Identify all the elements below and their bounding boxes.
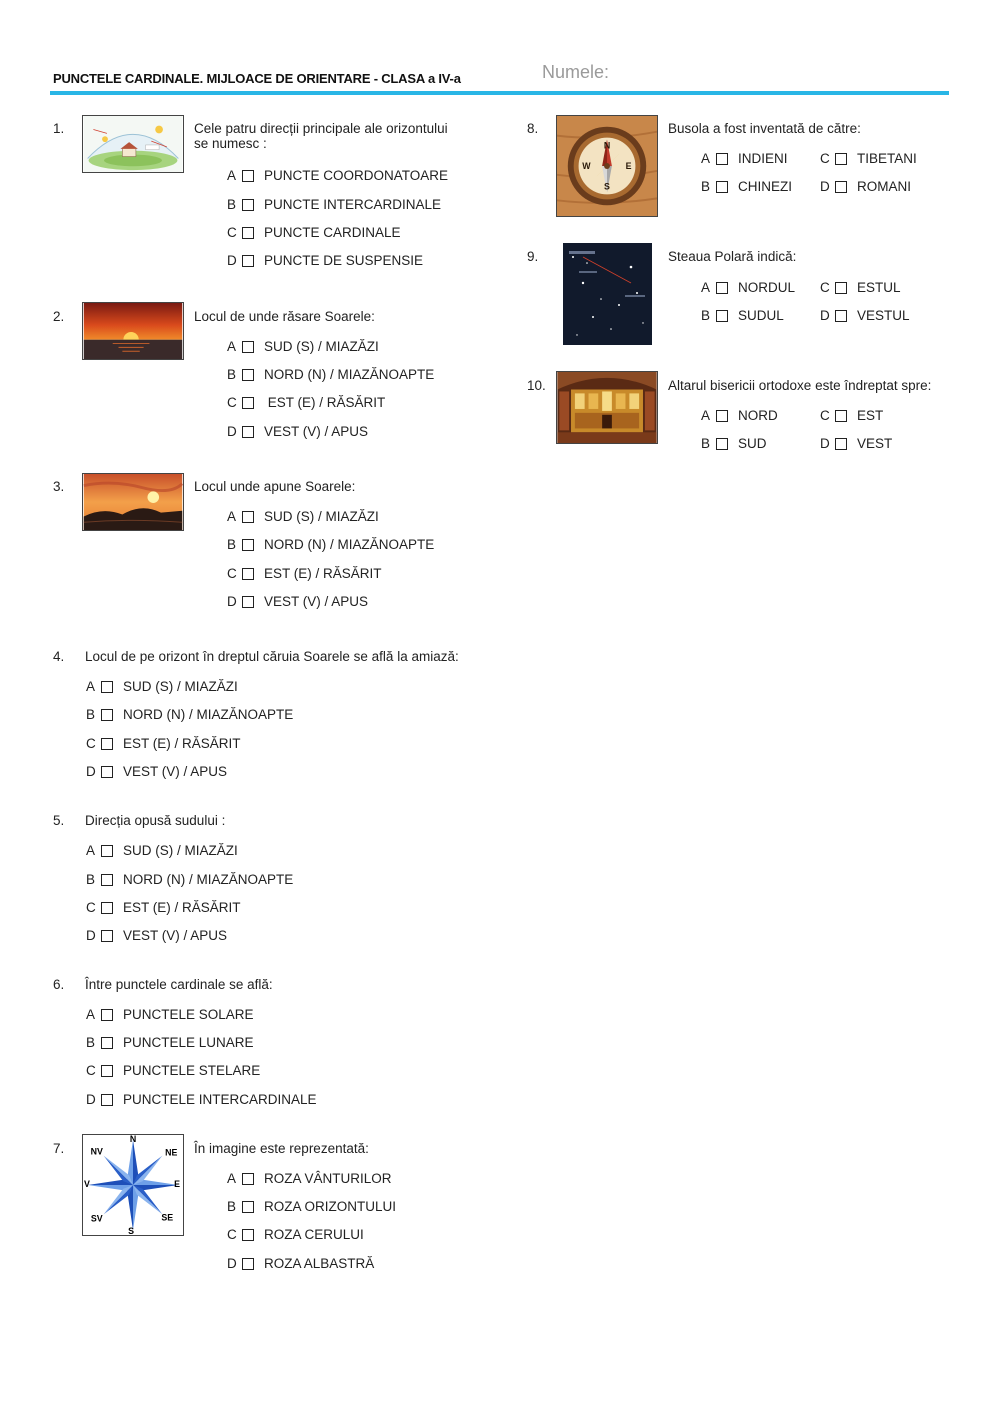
wind-rose-label-ne: NE [165,1147,178,1158]
answer-checkbox[interactable] [101,874,113,886]
question-5-number: 5. [53,813,65,828]
option-letter: A [701,280,711,295]
question-7-number: 7. [53,1141,65,1156]
question-10-option-a[interactable] [701,408,778,423]
option-letter: B [227,1199,237,1214]
question-9-text: Steaua Polară indică: [668,249,797,264]
question-10-option-b[interactable] [701,436,767,451]
option-label: SUD (S) / MIAZĂZI [264,509,379,524]
answer-checkbox[interactable] [242,511,254,523]
question-2-option-b[interactable] [227,367,434,382]
question-7-option-c[interactable] [227,1227,364,1242]
option-label: EST (E) / RĂSĂRIT [123,736,241,751]
answer-checkbox[interactable] [101,1009,113,1021]
answer-checkbox[interactable] [716,438,728,450]
question-5-option-d[interactable] [86,928,227,943]
sunset-image [82,473,184,531]
question-5-option-b[interactable] [86,872,293,887]
option-letter: D [86,1092,96,1107]
answer-checkbox[interactable] [242,426,254,438]
option-letter: A [86,843,96,858]
question-1-option-c[interactable] [227,225,401,240]
question-8-option-a[interactable] [701,151,788,166]
question-9-option-a[interactable] [701,280,795,295]
question-7-option-a[interactable] [227,1171,392,1186]
church-altar-image [556,371,658,444]
question-8-option-c[interactable] [820,151,917,166]
question-6-option-c[interactable] [86,1063,260,1078]
option-label: NORD (N) / MIAZĂNOAPTE [123,707,294,722]
question-4-option-a[interactable] [86,679,238,694]
option-label: NORD (N) / MIAZĂNOAPTE [264,537,435,552]
question-1-text-line2: se numesc : [194,136,267,151]
answer-checkbox[interactable] [101,845,113,857]
option-label: SUD (S) / MIAZĂZI [123,843,238,858]
option-label: PUNCTELE SOLARE [123,1007,254,1022]
option-letter: C [86,736,96,751]
question-1-option-a[interactable] [227,168,448,183]
wind-rose-label-e: E [174,1178,181,1189]
question-4-option-c[interactable] [86,736,241,751]
question-4-option-d[interactable] [86,764,227,779]
option-label: TIBETANI [857,151,917,166]
answer-checkbox[interactable] [835,438,847,450]
option-letter: D [227,594,237,609]
question-1-option-d[interactable] [227,253,423,268]
option-letter: C [86,900,96,915]
option-label: PUNCTE DE SUSPENSIE [264,253,424,268]
option-letter: C [227,566,237,581]
option-letter: B [227,367,237,382]
answer-checkbox[interactable] [242,539,254,551]
answer-checkbox[interactable] [101,681,113,693]
name-field-label[interactable]: Numele: [542,62,610,82]
answer-checkbox[interactable] [716,310,728,322]
option-label: SUD (S) / MIAZĂZI [264,339,379,354]
option-letter: D [820,179,830,194]
option-label: VEST (V) / APUS [123,928,228,943]
answer-checkbox[interactable] [101,1094,113,1106]
option-label: CHINEZI [738,179,792,194]
option-label: NORD (N) / MIAZĂNOAPTE [264,367,435,382]
option-label: VESTUL [857,308,910,323]
option-letter: A [86,679,96,694]
question-10-number: 10. [527,378,546,393]
option-letter: B [701,436,711,451]
option-letter: B [86,707,96,722]
option-label: NORDUL [738,280,796,295]
option-label: EST (E) / RĂSĂRIT [264,395,386,410]
question-1-text-line1: Cele patru direcții principale ale orizontului [194,121,448,136]
option-label: NORD (N) / MIAZĂNOAPTE [123,872,294,887]
answer-checkbox[interactable] [101,738,113,750]
answer-checkbox[interactable] [242,1173,254,1185]
question-5-option-a[interactable] [86,843,238,858]
option-letter: B [701,308,711,323]
option-letter: B [227,537,237,552]
option-label: PUNCTELE INTERCARDINALE [123,1092,317,1107]
answer-checkbox[interactable] [835,310,847,322]
option-letter: D [227,1256,237,1271]
question-2-text: Locul de unde răsare Soarele: [194,309,375,324]
answer-checkbox[interactable] [835,153,847,165]
option-label: SUD [738,436,767,451]
answer-checkbox[interactable] [242,568,254,580]
answer-checkbox[interactable] [835,282,847,294]
answer-checkbox[interactable] [242,1229,254,1241]
question-6-option-b[interactable] [86,1035,254,1050]
horizon-landscape-image [82,115,184,173]
question-6-text: Între punctele cardinale se află: [85,977,273,992]
answer-checkbox[interactable] [242,341,254,353]
option-letter: B [86,872,96,887]
question-10-text: Altarul bisericii ortodoxe este îndreptat spre: [668,378,932,393]
wind-rose-label-v: V [83,1178,90,1189]
answer-checkbox[interactable] [716,153,728,165]
question-3-option-b[interactable] [227,537,434,552]
answer-checkbox[interactable] [101,709,113,721]
question-3-option-d[interactable] [227,594,368,609]
question-10-option-d[interactable] [820,436,892,451]
compass-label-n: N [603,140,611,151]
option-letter: C [227,395,237,410]
option-letter: D [820,436,830,451]
answer-checkbox[interactable] [242,1201,254,1213]
question-5-option-c[interactable] [86,900,241,915]
question-7-option-d[interactable] [227,1256,374,1271]
option-label: EST [857,408,884,423]
option-letter: A [227,509,237,524]
option-letter: C [820,408,830,423]
wind-rose-label-nv: NV [90,1146,103,1157]
question-2-number: 2. [53,309,65,324]
option-label: EST (E) / RĂSĂRIT [264,566,382,581]
question-8-number: 8. [527,121,539,136]
question-5-text: Direcția opusă sudului : [85,813,226,828]
answer-checkbox[interactable] [101,902,113,914]
option-label: PUNCTELE LUNARE [123,1035,254,1050]
answer-checkbox[interactable] [101,1065,113,1077]
answer-checkbox[interactable] [835,410,847,422]
option-label: VEST (V) / APUS [123,764,228,779]
wind-rose-label-se: SE [161,1212,174,1223]
option-label: VEST (V) / APUS [264,424,369,439]
question-3-option-c[interactable] [227,566,382,581]
option-label: NORD [738,408,778,423]
question-7-option-b[interactable] [227,1199,396,1214]
answer-checkbox[interactable] [242,596,254,608]
option-letter: C [86,1063,96,1078]
wind-rose-label-n: N [129,1135,137,1144]
option-letter: C [820,280,830,295]
option-label: SUDUL [738,308,784,323]
option-letter: A [701,151,711,166]
option-letter: A [227,168,237,183]
answer-checkbox[interactable] [835,181,847,193]
option-label: ROMANI [857,179,911,194]
question-6-number: 6. [53,977,65,992]
option-label: PUNCTE COORDONATOARE [264,168,449,183]
question-7-text: În imagine este reprezentată: [194,1141,369,1156]
question-9-option-b[interactable] [701,308,784,323]
wind-rose-label-s: S [128,1226,134,1235]
option-label: ROZA ALBASTRĂ [264,1256,375,1271]
option-letter: C [820,151,830,166]
wind-rose-image [82,1134,184,1236]
question-1-number: 1. [53,121,65,136]
answer-checkbox[interactable] [716,181,728,193]
option-label: ESTUL [857,280,901,295]
question-8-text: Busola a fost inventată de către: [668,121,861,136]
option-letter: C [227,225,237,240]
answer-checkbox[interactable] [242,227,254,239]
option-letter: A [86,1007,96,1022]
wind-rose-label-sv: SV [90,1213,103,1224]
question-4-number: 4. [53,649,65,664]
question-9-number: 9. [527,249,539,264]
option-letter: A [701,408,711,423]
compass-label-e: E [625,160,632,171]
option-letter: D [227,253,237,268]
option-letter: D [86,764,96,779]
option-letter: B [701,179,711,194]
question-6-option-d[interactable] [86,1092,317,1107]
question-8-option-d[interactable] [820,179,911,194]
answer-checkbox[interactable] [242,199,254,211]
question-2-option-a[interactable] [227,339,379,354]
answer-checkbox[interactable] [101,766,113,778]
option-letter: B [227,197,237,212]
option-label: ROZA VÂNTURILOR [264,1171,392,1186]
answer-checkbox[interactable] [242,369,254,381]
answer-checkbox[interactable] [716,282,728,294]
question-4-text: Locul de pe orizont în dreptul căruia Soarele se află la amiază: [85,649,459,664]
option-letter: B [86,1035,96,1050]
option-label: PUNCTE CARDINALE [264,225,401,240]
question-3-number: 3. [53,479,65,494]
option-letter: A [227,339,237,354]
option-letter: D [86,928,96,943]
option-label: VEST [857,436,893,451]
sunrise-image [82,302,184,360]
option-label: VEST (V) / APUS [264,594,369,609]
compass-label-w: W [582,160,591,171]
question-2-option-d[interactable] [227,424,368,439]
header-divider [50,91,949,95]
answer-checkbox[interactable] [101,930,113,942]
question-4-option-b[interactable] [86,707,293,722]
compass-label-s: S [604,181,610,192]
answer-checkbox[interactable] [242,170,254,182]
question-3-option-a[interactable] [227,509,379,524]
option-letter: D [820,308,830,323]
option-letter: C [227,1227,237,1242]
option-label: PUNCTELE STELARE [123,1063,261,1078]
question-2-option-c[interactable] [227,395,385,410]
question-3-text: Locul unde apune Soarele: [194,479,356,494]
option-letter: D [227,424,237,439]
answer-checkbox[interactable] [242,255,254,267]
option-label: SUD (S) / MIAZĂZI [123,679,238,694]
answer-checkbox[interactable] [242,397,254,409]
polar-star-sky-image [563,243,652,345]
option-label: ROZA CERULUI [264,1227,364,1242]
option-label: INDIENI [738,151,788,166]
answer-checkbox[interactable] [716,410,728,422]
question-8-option-b[interactable] [701,179,792,194]
compass-image [556,115,658,217]
question-9-option-c[interactable] [820,280,901,295]
option-label: ROZA ORIZONTULUI [264,1199,397,1214]
option-label: EST (E) / RĂSĂRIT [123,900,241,915]
worksheet-title: PUNCTELE CARDINALE. MIJLOACE DE ORIENTARE - CLASA a IV-a [53,71,461,86]
question-1-option-b[interactable] [227,197,441,212]
answer-checkbox[interactable] [101,1037,113,1049]
option-label: PUNCTE INTERCARDINALE [264,197,442,212]
question-10-option-c[interactable] [820,408,883,423]
question-9-option-d[interactable] [820,308,910,323]
answer-checkbox[interactable] [242,1258,254,1270]
option-letter: A [227,1171,237,1186]
question-6-option-a[interactable] [86,1007,254,1022]
